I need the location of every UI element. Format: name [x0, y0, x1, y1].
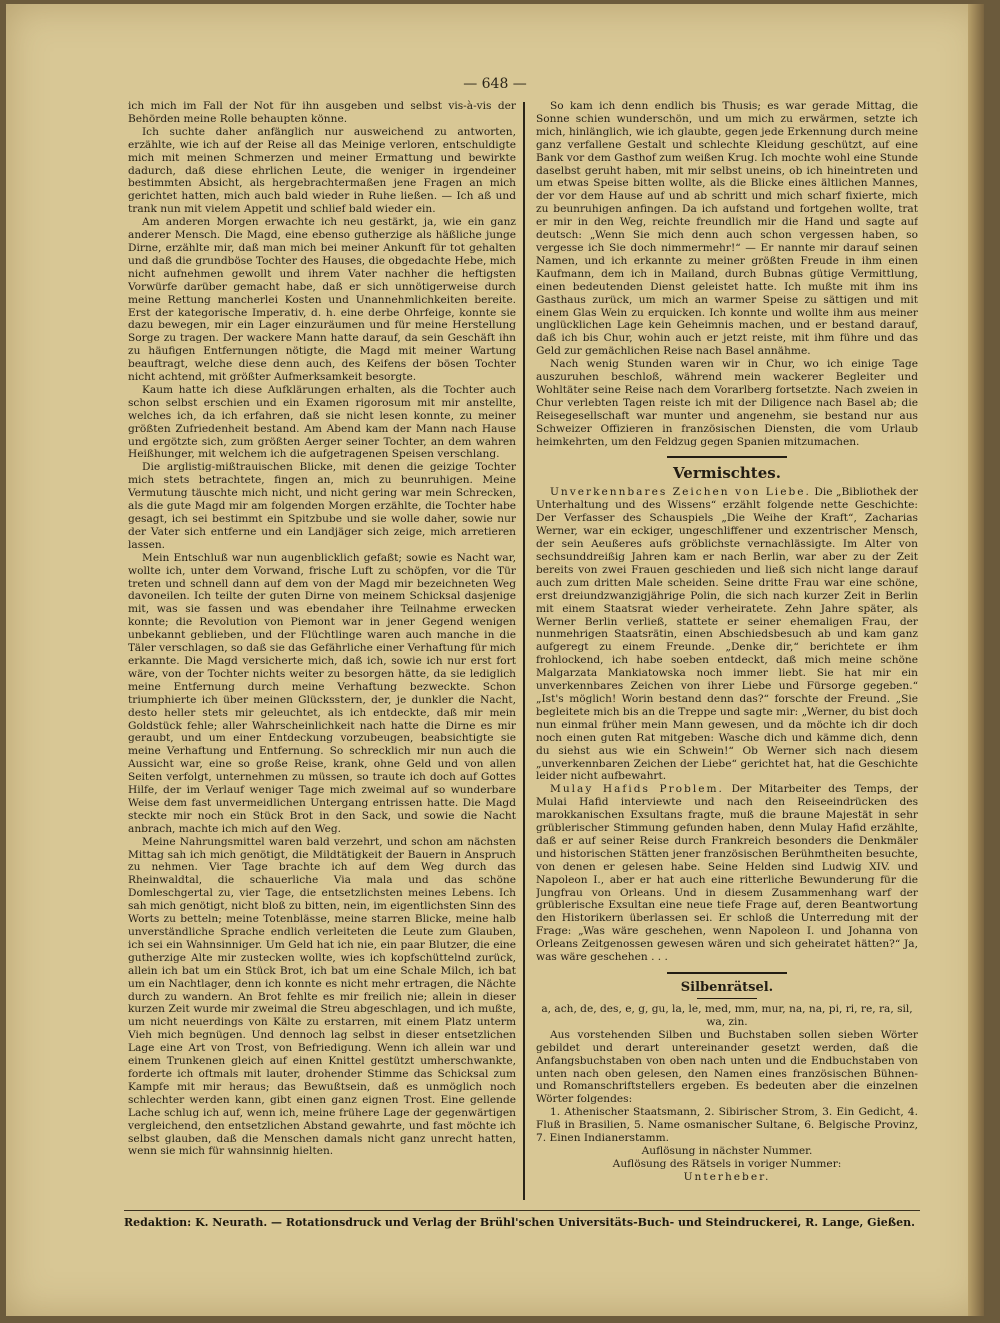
- article-item: [536, 783, 918, 964]
- page-number: — 648 —: [463, 76, 527, 92]
- paragraph: Mein Entschluß war nun augenblicklich gefaßt; sowie es Nacht war, wollte ich, unter dem Vorwand, frische Luft zu schöpfen, vor die Tür treten und schnell dann auf dem von der Magd mir bezeichneten Weg davoneilen. Ich teilte der guten Dirne von meinem Schicksal dasjenige mit, was sie fassen und was ebendaher ihre Teilnahme erwecken konnte; die Revolution von Piemont war in jener Gegend wenigen unbekannt geblieben, und der Flüchtlinge waren auch manche in die Täler verschlagen, so daß sie das Gefährliche einer Verhaftung für mich erkannte. Die Magd versicherte mich, daß ich, sowie ich nur erst fort wäre, von der Tochter nichts weiter zu besorgen hätte, da sie lediglich meine Entfernung durch meine Verhaftung bezweckte. Schon triumphierte ich über meinen Glücksstern, der, je dunkler die Nacht, desto heller stets mir geleuchtet, als ich entdeckte, daß mir mein Goldstück fehle; aller Wahrscheinlichkeit nach hatte die Dirne es mir geraubt, und um einer Entdeckung vorzubeugen, beabsichtigte sie meine Verhaftung und Entfernung. So schrecklich mir nun auch die Aussicht war, eine so große Reise, krank, ohne Geld und von allen Seiten verfolgt, unternehmen zu müssen, so traute ich doch auf Gottes Hilfe, der im Verlauf weniger Tage mich zweimal auf so wunderbare Weise dem fast unvermeidlichen Untergang entrissen hatte. Die Magd steckte mir noch ein Stück Brot in den Sack, und sowie die Nacht anbrach, machte ich mich auf den Weg.: [128, 551, 516, 835]
- section-title-vermischtes: Vermischtes.: [673, 464, 781, 483]
- title-underline: [697, 998, 757, 999]
- paragraph: So kam ich denn endlich bis Thusis; es war gerade Mittag, die Sonne schien wunderschön, und um mich zu erwärmen, setzte ich mich, hinlänglich, wie ich glaubte, gegen jede Erkennung durch meine ganz verfallene Gestalt und schlechte Kleidung geschützt, auf eine Bank vor dem Gasthof zum weißen Krug. Ich mochte wohl eine Stunde daselbst geruht haben, mit mir selbst uneins, ob ich hineintreten und um etwas Speise bitten wollte, als die Blicke eines ältlichen Mannes, der vor dem Hause auf und ab schritt und mich scharf fixierte, mich zu beunruhigen anfingen. Da ich aufstand und fortgehen wollte, trat er mir in den Weg, reichte freundlich mir die Hand und sagte auf deutsch: „Wenn Sie mich denn auch schon vergessen haben, so vergesse ich Sie doch nimmermehr!“ — Er nannte mir darauf seinen Namen, und ich erkannte zu meiner größten Freude in ihm einen Kaufmann, dem ich in Mailand, durch Bubnas gütige Vermittlung, einen bedeutenden Dienst geleistet hatte. Ich mußte mit ihm ins Gasthaus zurück, um mich an warmer Speise zu sättigen und mit einem Glas Wein zu erquicken. Ich konnte und wollte ihm aus meiner unglücklichen Lage kein Geheimnis machen, und er bestand darauf, daß ich bis Chur, wohin auch er jetzt reiste, mit ihm führe und das Geld zur gemächlichen Reise nach Basel annähme.: [536, 100, 918, 358]
- paragraph: Kaum hatte ich diese Aufklärungen erhalten, als die Tochter auch schon selbst erschien und ein Examen rigorosum mit mir anstellte, welches ich, da ich erfahren, daß sie nicht lesen konnte, zu meiner größten Zufriedenheit bestand. Am Abend kam der Mann nach Hause und ergötzte sich, zum größten Aerger seiner Tochter, an dem wahren Heißhunger, mit welchem ich die aufgetragenen Speisen verschlang.: [128, 383, 516, 461]
- paragraph: ich mich im Fall der Not für ihn ausgeben und selbst vis-à-vis der Behörden meine Rolle behaupten könne.: [128, 100, 516, 125]
- right-column: [536, 100, 918, 1202]
- item-heading: Mulay Hafids Problem.: [550, 783, 724, 796]
- item-heading: Unverkennbares Zeichen von Liebe.: [550, 486, 811, 499]
- solution-prev-answer: Unterheber.: [683, 1170, 771, 1183]
- footer-rule: [124, 1210, 920, 1211]
- puzzle-instructions: Aus vorstehenden Silben und Buchstaben sollen sieben Wörter gebildet und derart untereinander gesetzt werden, daß die Anfangsbuchstaben von oben nach unten und die Endbuchstaben von unten nach oben gelesen, den Namen eines französischen Bühnen- und Romanschriftstellers ergeben. Es bedeuten aber die einzelnen Wörter folgendes:: [536, 1028, 918, 1106]
- solution-next-notice: Auflösung in nächster Nummer.: [641, 1144, 813, 1157]
- paragraph: Die arglistig-mißtrauischen Blicke, mit denen die geizige Tochter mich stets betrachtete, fingen an, mich zu beunruhigen. Meine Vermutung täuschte mich nicht, und nicht gering war mein Schrecken, als die gute Magd mir am folgenden Morgen erzählte, die Tochter habe gesagt, ich sei bestimmt ein Spitzbube und sie wolle daher, sowie nur der Vater sich entferne und ein Landjäger sich zeige, mich arretieren lassen.: [128, 461, 516, 551]
- column-rule: [523, 102, 525, 1200]
- paragraph: Meine Nahrungsmittel waren bald verzehrt, und schon am nächsten Mittag sah ich mich genötigt, die Mildtätigkeit der Bauern in Anspruch zu nehmen. Vier Tage brachte ich auf dem Weg durch das Rheinwaldtal, die schauerliche Via mala und das schöne Domleschgertal zu, vier Tage, die entsetzlichsten meines Lebens. Ich sah mich genötigt, nicht bloß zu bitten, nein, im eigentlichsten Sinn des Worts zu betteln; meine Totenblässe, meine starren Blicke, meine halb unverständliche Sprache endlich verleiteten die Leute zum Glauben, ich sei ein Wahnsinniger. Um Geld hat ich nie, ein paar Blutzer, die eine gutherzige Alte mir zustecken wollte, wies ich kopfschüttelnd zurück, allein ich bat um ein Stück Brot, ich bat um eine Schale Milch, ich bat um ein Nachtlager, denn ich konnte es nicht mehr ertragen, die Nächte durch zu wandern. An Brot fehlte es mir freilich nie; allein in dieser kurzen Zeit wurde mir zweimal die Streu abgeschlagen, und ich mußte, um nicht neuerdings von Kälte zu erstarren, mit einem Platz unterm Vieh mich begnügen. Und dennoch lag selbst in dieser entsetzlichen Lage eine Art von Trost, von Befriedigung. Wenn ich allein war und einem Trunkenen gleich auf einen Knittel gestützt umherschwankte, forderte ich oftmals mit lauter, drohender Stimme das Schicksal zum Kampfe mit mir heraus; das Bewußtsein, daß es unmöglich noch schlechter werden kann, gibt einen ganz eignen Trost. Eine gellende Lache schlug ich auf, wenn ich, meine frühere Lage der gegenwärtigen vergleichend, den entsetzlichen Abstand gewahrte, und fast möchte ich selbst glauben, daß die Menschen damals nicht ganz unrecht hatten, wenn sie mich für wahnsinnig hielten.: [128, 835, 516, 1158]
- item-text: Der Mitarbeiter des Temps, der Mulai Hafid interviewte und nach den Reiseeindrücken des marokkanischen Exsultans fragte, muß die braune Majestät in sehr grüblerischer Stimmung gefunden haben, denn Mulay Hafid erzählte, daß er auf seiner Reise durch Frankreich besonders die Denkmäler und historischen Stätten jener französischen Berühmtheiten besuchte, von denen er gelesen habe. Seine Helden sind Ludwig XIV. und Napoleon I., aber er hat auch eine ritterliche Bewunderung für die Jungfrau von Orleans. Und in diesem Zusammenhang warf der grüblerische Exsultan eine neue tiefe Frage auf, deren Beantwortung den Historikern überlassen sei. Er schloß die Unterredung mit der Frage: „Was wäre geschehen, wenn Napoleon I. und Johanna von Orleans Zeitgenossen gewesen wären und sich geheiratet hätten?“ Ja, was wäre geschehen . . .: [536, 783, 918, 964]
- newspaper-page: [6, 4, 984, 1316]
- puzzle-clues: 1. Athenischer Staatsmann, 2. Sibirischer Strom, 3. Ein Gedicht, 4. Fluß in Brasilien, 5. Name osmanischer Sultane, 6. Belgische Provinz, 7. Einen Indianerstamm.: [536, 1106, 918, 1145]
- item-text: Die „Bibliothek der Unterhaltung und des Wissens“ erzählt folgende nette Geschichte: Der Verfasser des Schauspiels „Die Weihe der Kraft“, Zacharias Werner, war ein eckiger, ungeschliffener und exzentrischer Mensch, der sein Aeußeres aufs gröblichste vernachlässigte. Im Alter von sechsunddreißig Jahren kam er nach Berlin, war aber zu der Zeit bereits von zwei Frauen geschieden und ließ sich nicht lange darauf auch zum dritten Male scheiden. Seine dritte Frau war eine schöne, erst dreiundzwanzigjährige Polin, die sich nach kurzer Zeit in Berlin mit einem Staatsrat wieder verheiratete. Zehn Jahre später, als Werner Berlin verließ, stattete er seiner ehemaligen Frau, der nunmehrigen Staatsrätin, einen Abschiedsbesuch ab und kam ganz aufgeregt zu einem Freunde. „Denke dir,“ berichtete er ihm frohlockend, ich habe soeben entdeckt, daß mich meine schöne Malgarzata Mankiatowska noch immer liebt. Sie hat mir ein unverkennbares Zeichen von ihrer Liebe und Fürsorge gegeben.“ „Ist's möglich! Worin bestand denn das?“ forschte der Freund. „Sie begleitete mich bis an die Treppe und sagte mir: „Werner, du bist doch nun einmal früher mein Mann gewesen, und da möchte ich dir doch noch einen guten Rat mitgeben: Wasche dich und kämme dich, denn du siehst aus wie ein Schwein!“ Ob Werner sich nach diesem „unverkennbaren Zeichen der Liebe“ gerichtet hat, hat die Geschichte leider nicht aufbewahrt.: [536, 486, 918, 783]
- paragraph: Ich suchte daher anfänglich nur ausweichend zu antworten, erzählte, wie ich auf der Reise all das Meinige verloren, entschuldigte mich mit meinen Schmerzen und meiner Ermattung und bewirkte dadurch, daß diese ehrlichen Leute, die weniger in irgendeiner bestimmten Absicht, als hergebrachtermaßen jene Fragen an mich gerichtet hatten, mich auch bald wieder in Ruhe ließen. — Ich aß und trank nun mit vielem Appetit und schlief bald wieder ein.: [128, 125, 516, 216]
- paragraph: Am anderen Morgen erwachte ich neu gestärkt, ja, wie ein ganz anderer Mensch. Die Magd, eine ebenso gutherzige als häßliche junge Dirne, erzählte mir, daß man mich bei meiner Ankunft für tot gehalten und daß die grundböse Tochter des Hauses, die obgedachte Hebe, mich nicht aufnehmen gewollt und ihrem Vater nachher die heftigsten Vorwürfe darüber gemacht habe, daß er sich unnötigerweise durch meine Rettung mancherlei Kosten und Unannehmlichkeiten bereite. Erst der kategorische Imperativ, d. h. eine derbe Ohrfeige, konnte sie dazu bewegen, mir ein Lager einzuräumen und für meine Herstellung Sorge zu tragen. Der wackere Mann hatte darauf, da sein Geschäft ihn zu häufigen Entfernungen nötigte, die Magd mit meiner Wartung beauftragt, welche diese denn auch, des Keifens der bösen Tochter nicht achtend, mit größter Aufmerksamkeit besorgte.: [128, 216, 516, 384]
- section-title-silbenraetsel: Silbenrätsel.: [680, 980, 774, 995]
- solution-prev-notice: Auflösung des Rätsels in voriger Nummer:: [612, 1157, 842, 1170]
- section-separator: [667, 456, 787, 458]
- article-item: [536, 486, 918, 783]
- imprint-footer: Redaktion: K. Neurath. — Rotationsdruck und Verlag der Brühl'schen Universitäts-Buch- und Steindruckerei, R. Lange, Gießen.: [124, 1216, 915, 1229]
- section-separator: [667, 972, 787, 974]
- left-column: [128, 100, 516, 1202]
- syllable-list: a, ach, de, des, e, g, gu, la, le, med, mm, mur, na, na, pi, ri, re, ra, sil, wa, zin.: [541, 1003, 913, 1028]
- book-spine: [968, 4, 984, 1316]
- paragraph: Nach wenig Stunden waren wir in Chur, wo ich einige Tage auszuruhen beschloß, während mein wackerer Begleiter und Wohltäter seine Reise nach dem Vorarlberg fortsetzte. Nach zweien in Chur verlebten Tagen reiste ich mit der Diligence nach Basel ab; die Reisegesellschaft war munter und angenehm, sie bestand nur aus Schweizer Offizieren in französischen Diensten, die vom Urlaub heimkehrten, um den Feldzug gegen Spanien mitzumachen.: [536, 358, 918, 448]
